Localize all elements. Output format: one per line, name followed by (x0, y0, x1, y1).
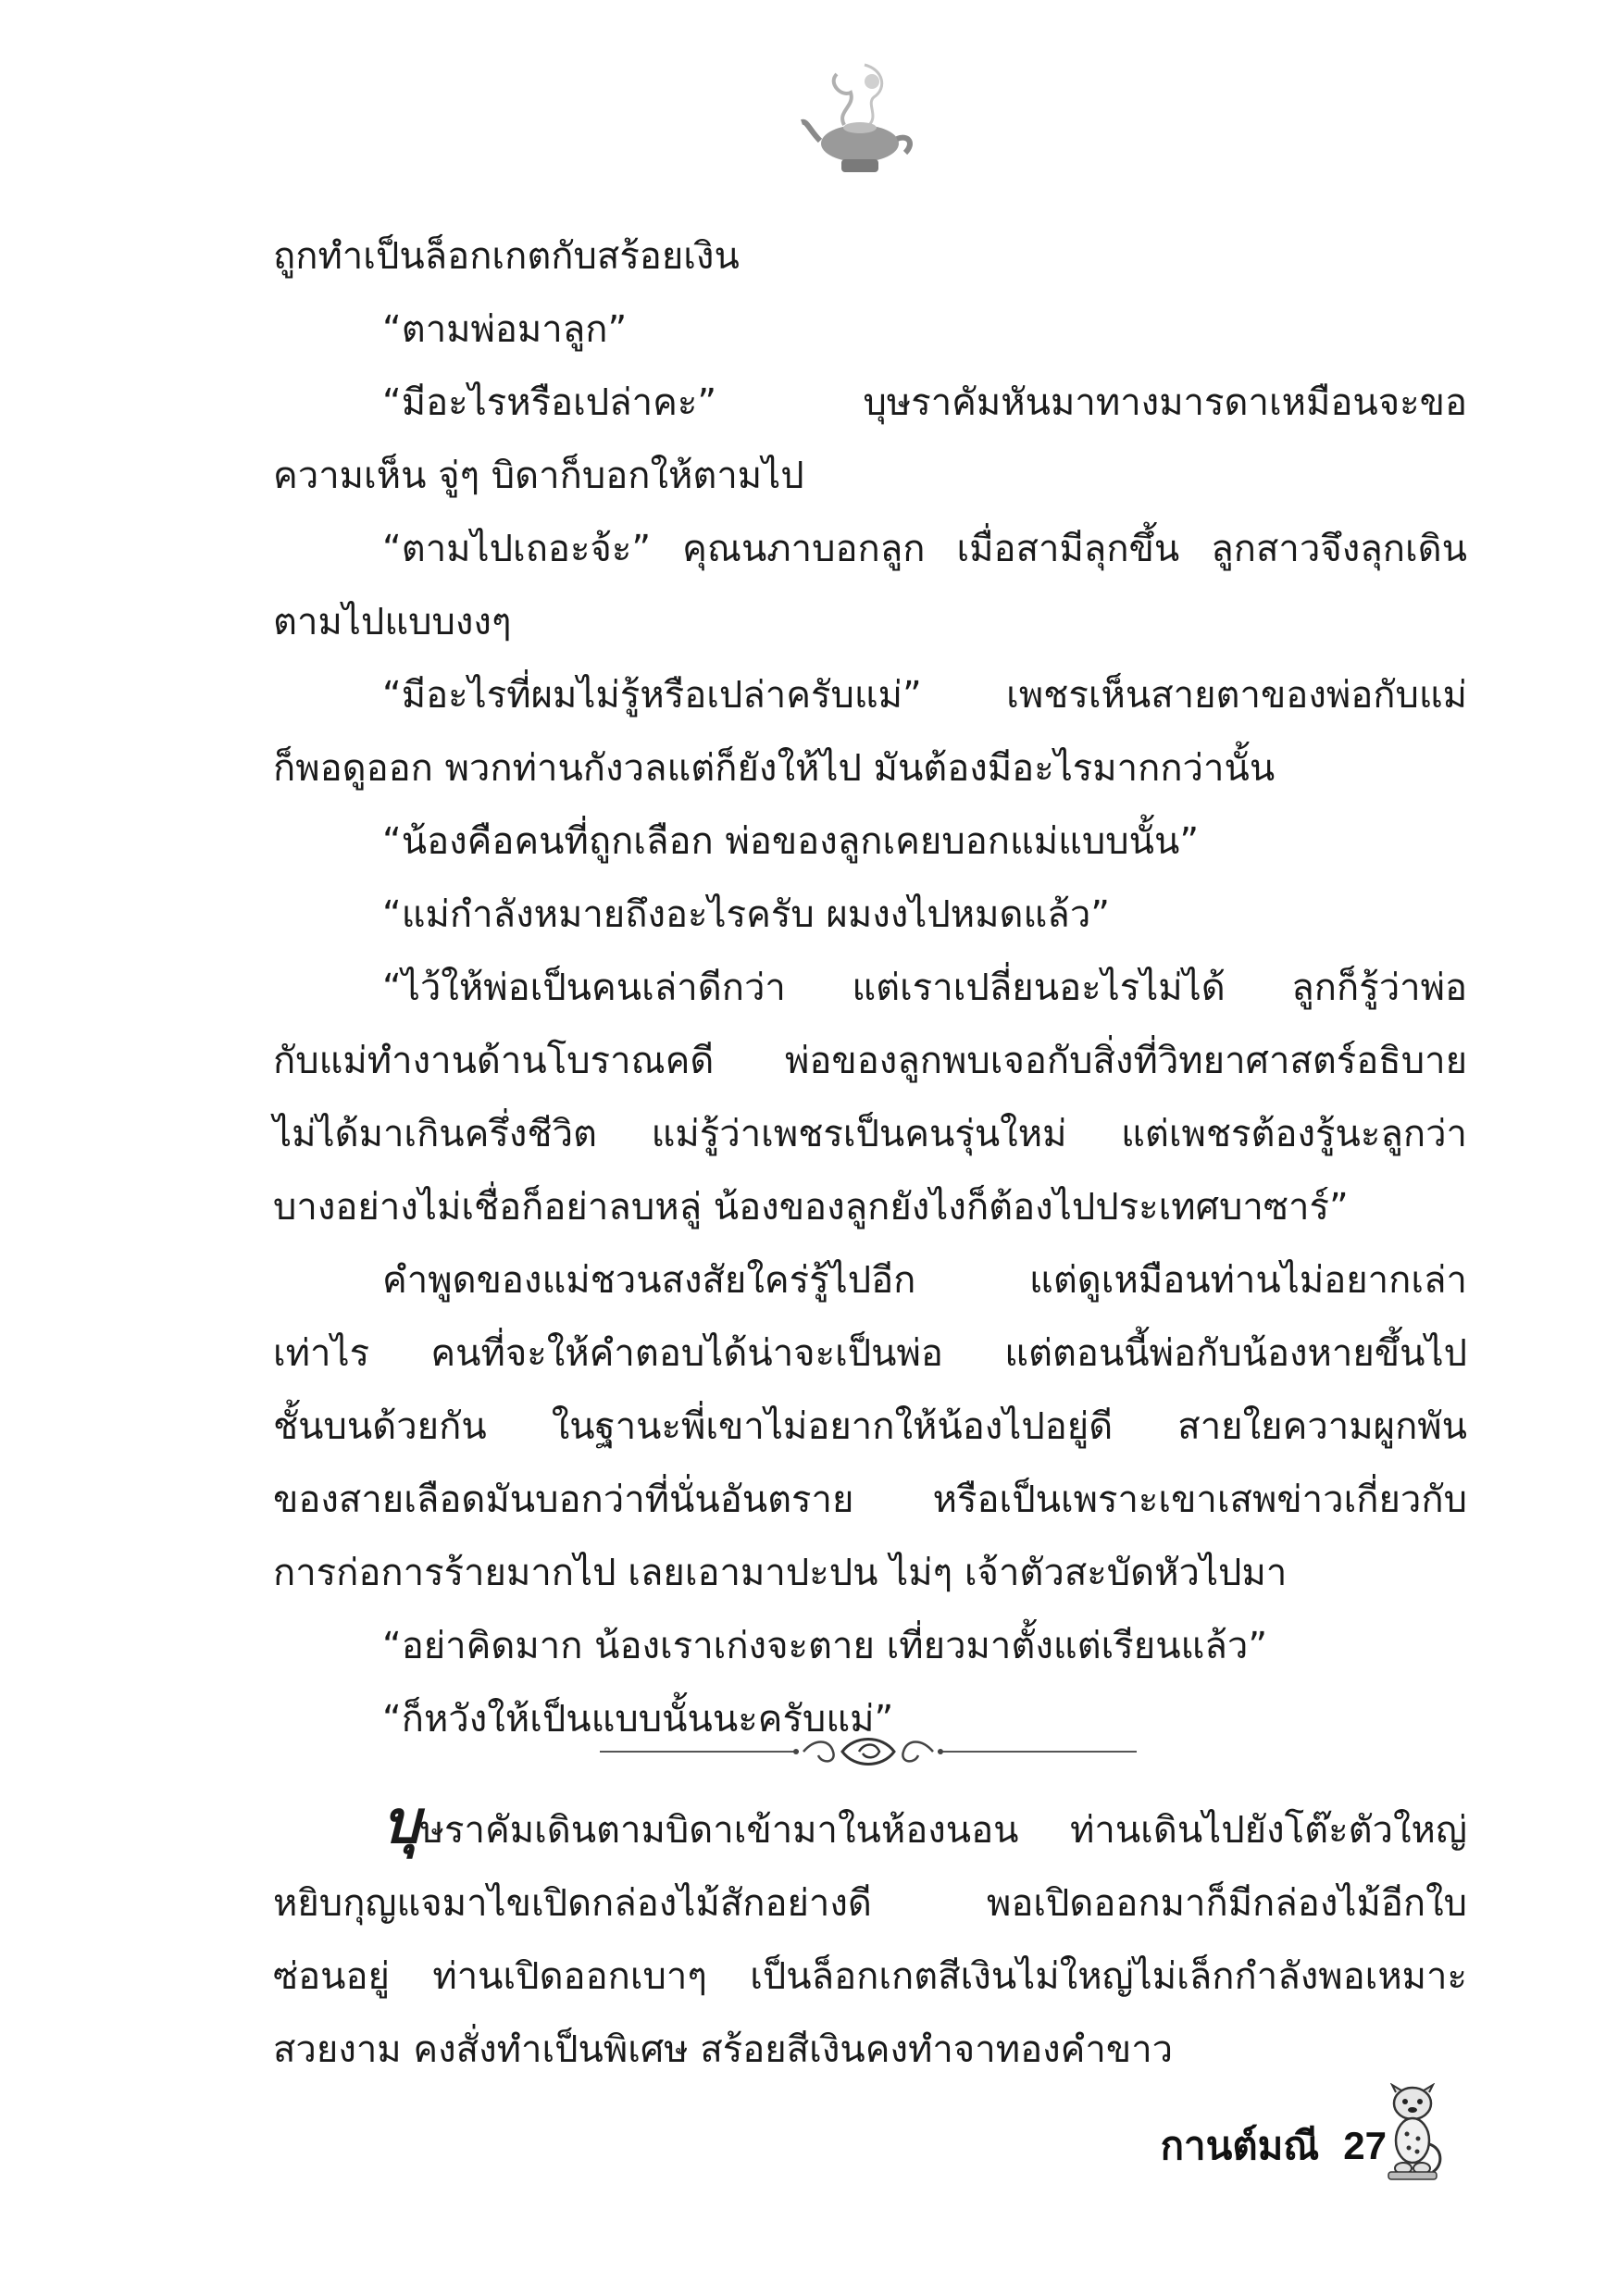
body-text (273, 220, 1467, 1756)
book-title: กานต์มณี (1160, 2123, 1320, 2168)
page-footer (1161, 2109, 1387, 2183)
text-line: “มีอะไรที่ผมไม่รู้หรือเปล่าครับแม่” เพชรเห็นสายตาของพ่อกับแม่ (382, 674, 1467, 717)
text-line: บางอย่างไม่เชื่อก็อย่าลบหลู่ น้องของลูกยังไงก็ต้องไปประเทศบาซาร์” (273, 1186, 1349, 1229)
text-line: “มีอะไรหรือเปล่าคะ” บุษราคัมหันมาทางมารดาเหมือนจะขอ (382, 381, 1467, 424)
text-line: สวยงาม คงสั่งทำเป็นพิเศษ สร้อยสีเงินคงทำจาทองคำขาว (273, 2028, 1174, 2071)
page-number: 27 (1343, 2124, 1387, 2167)
text-line-rest: ษราคัมเดินตามบิดาเข้ามาในห้องนอน ท่านเดินไปยังโต๊ะตัวใหญ่ (419, 1809, 1467, 1852)
text-line: ตามไปแบบงงๆ (273, 601, 512, 643)
text-line: เท่าไร คนที่จะให้คำตอบได้น่าจะเป็นพ่อ แต่ตอนนี้พ่อกับน้องหายขึ้นไป (273, 1332, 1467, 1375)
text-line: กับแม่ทำงานด้านโบราณคดี พ่อของลูกพบเจอกับสิ่งที่วิทยาศาสตร์อธิบาย (273, 1040, 1467, 1082)
text-line: ความเห็น จู่ๆ บิดาก็บอกให้ตามไป (273, 455, 804, 497)
text-line (273, 1788, 1467, 1867)
text-line: “อย่าคิดมาก น้องเราเก่งจะตาย เที่ยวมาตั้งแต่เรียนแล้ว” (382, 1625, 1268, 1667)
text-line: “ก็หวังให้เป็นแบบนั้นนะครับแม่” (382, 1698, 894, 1741)
text-line: การก่อการร้ายมากไป เลยเอามาปะปน ไม่ๆ เจ้าตัวสะบัดหัวไปมา (273, 1552, 1288, 1594)
text-line: ก็พอดูออก พวกท่านกังวลแต่ก็ยังให้ไป มันต้องมีอะไรมากกว่านั้น (273, 747, 1276, 790)
ornamental-divider-icon (600, 1729, 1137, 1770)
text-line: “ตามไปเถอะจ้ะ” คุณนภาบอกลูก เมื่อสามีลุกขึ้น ลูกสาวจึงลุกเดิน (382, 528, 1467, 570)
text-line: “ตามพ่อมาลูก” (382, 308, 628, 351)
text-line: “แม่กำลังหมายถึงอะไรครับ ผมงงไปหมดแล้ว” (382, 893, 1110, 936)
text-line: ชั้นบนด้วยกัน ในฐานะพี่เขาไม่อยากให้น้องไปอยู่ดี สายใยความผูกพัน (273, 1405, 1467, 1448)
text-line: ถูกทำเป็นล็อกเกตกับสร้อยเงิน (273, 235, 740, 278)
text-line: ซ่อนอยู่ ท่านเปิดออกเบาๆ เป็นล็อกเกตสีเงินไม่ใหญ่ไม่เล็กกำลังพอเหมาะ (273, 1955, 1467, 1998)
dropcap: บุ (382, 1788, 420, 1857)
section-text (273, 1788, 1467, 2087)
text-line: หยิบกุญแจมาไขเปิดกล่องไม้สักอย่างดี พอเปิดออกมาก็มีกล่องไม้อีกใบ (273, 1882, 1467, 1925)
genie-lamp-icon (800, 56, 920, 185)
text-line: ของสายเลือดมันบอกว่าที่นั่นอันตราย หรือเป็นเพราะเขาเสพข่าวเกี่ยวกับ (273, 1479, 1467, 1521)
text-line: “น้องคือคนที่ถูกเลือก พ่อของลูกเคยบอกแม่แบบนั้น” (382, 820, 1200, 863)
text-line: คำพูดของแม่ชวนสงสัยใคร่รู้ไปอีก แต่ดูเหมือนท่านไม่อยากเล่า (382, 1259, 1467, 1302)
text-line: ไม่ได้มาเกินครึ่งชีวิต แม่รู้ว่าเพชรเป็นคนรุ่นใหม่ แต่เพชรต้องรู้นะลูกว่า (273, 1113, 1467, 1155)
text-line: “ไว้ให้พ่อเป็นคนเล่าดีกว่า แต่เราเปลี่ยนอะไรไม่ได้ ลูกก็รู้ว่าพ่อ (382, 967, 1467, 1009)
cheetah-mascot-icon (1375, 2083, 1450, 2185)
